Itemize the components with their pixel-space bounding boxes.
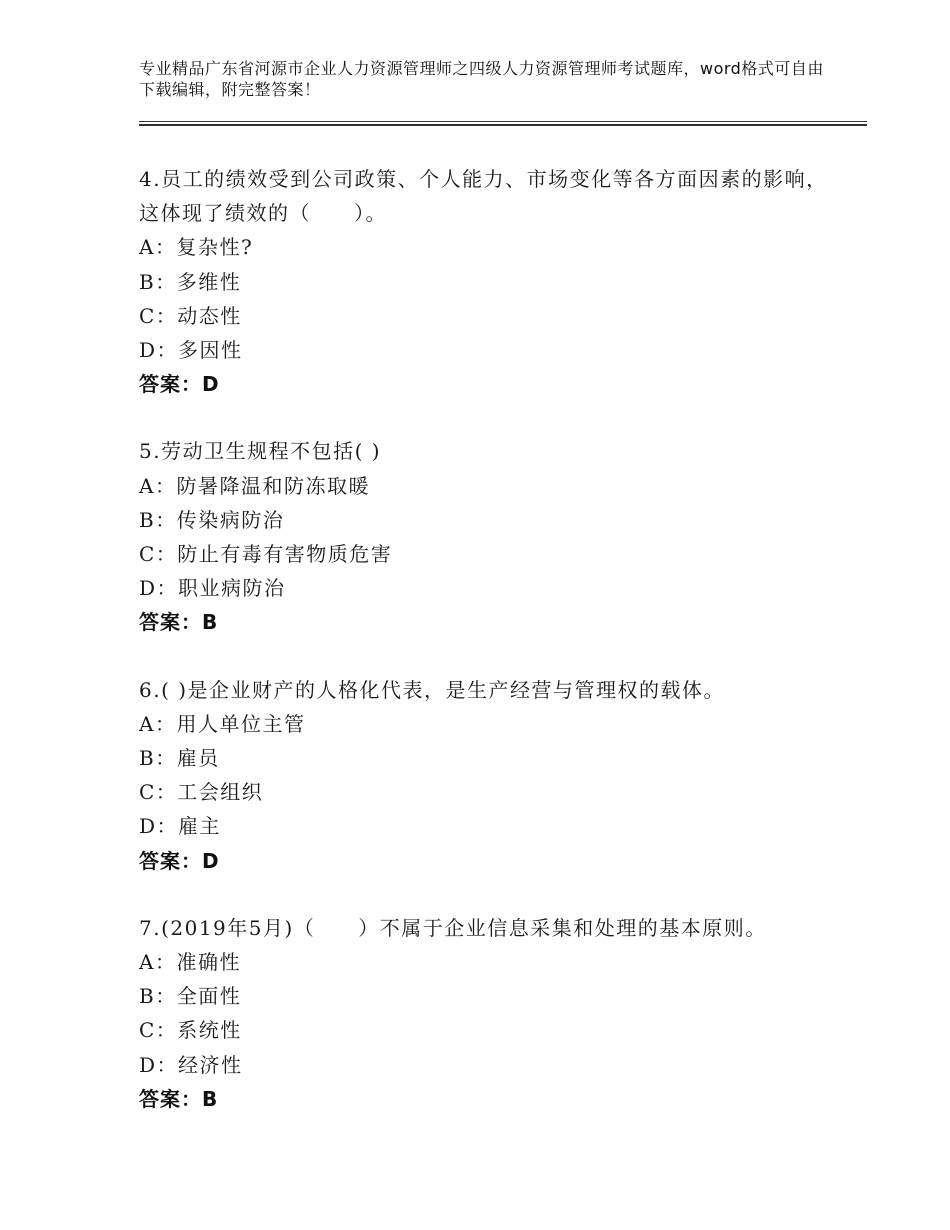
question-text: 6.( )是企业财产的人格化代表，是生产经营与管理权的载体。 [139,677,726,702]
question-4 [139,162,839,401]
option-b: B：全面性 [139,984,242,1009]
option-b: B：传染病防治 [139,507,285,532]
answer: 答案：D [139,848,220,873]
answer: 答案：B [139,610,219,635]
question-text: 7.(2019年5月)（ ）不属于企业信息采集和处理的基本原则。 [139,915,767,940]
option-a: A：防暑降温和防冻取暖 [139,473,370,498]
option-c: C：动态性 [139,303,242,328]
header-rule-top [139,121,867,122]
option-b: B：多维性 [139,269,242,294]
question-7 [139,911,839,1116]
option-c: C：工会组织 [139,780,264,805]
question-text: 5.劳动卫生规程不包括( ) [139,439,382,464]
option-d: D：多因性 [139,338,243,363]
option-d: D：经济性 [139,1052,243,1077]
answer: 答案：B [139,1086,219,1111]
option-a: A：准确性 [139,950,241,975]
option-d: D：职业病防治 [139,576,286,601]
option-b: B：雇员 [139,746,220,771]
option-c: C：系统性 [139,1018,242,1043]
header-rule-bottom [139,124,867,126]
question-text: 4.员工的绩效受到公司政策、个人能力、市场变化等各方面因素的影响，这体现了绩效的（ ）。 [139,167,828,226]
question-6 [139,673,839,878]
question-5 [139,434,839,639]
option-d: D：雇主 [139,814,222,839]
document-header: 专业精品广东省河源市企业人力资源管理师之四级人力资源管理师考试题库，word格式可自由下载编辑，附完整答案！ [139,59,824,99]
answer: 答案：D [139,372,220,397]
option-c: C：防止有毒有害物质危害 [139,542,393,567]
option-a: A：复杂性? [139,235,254,260]
option-a: A：用人单位主管 [139,711,306,736]
question-list [139,162,839,1149]
